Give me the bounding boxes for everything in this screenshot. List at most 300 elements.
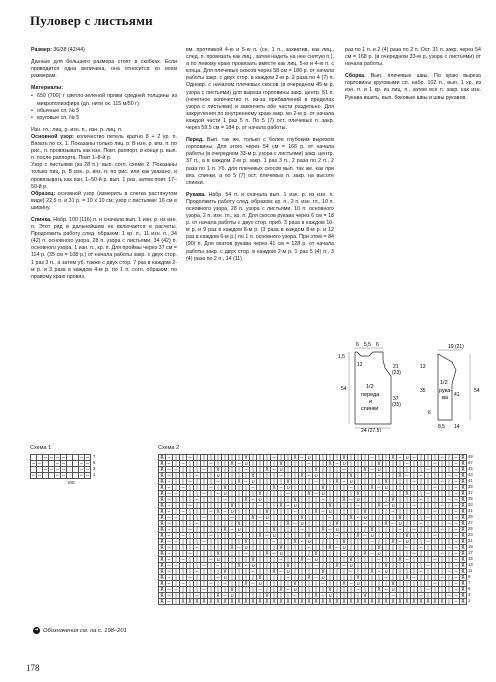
chart-cell: | bbox=[432, 539, 439, 545]
chart-cell: — bbox=[257, 515, 264, 521]
chart-cell: ∪ bbox=[229, 593, 236, 599]
chart-cell: R bbox=[159, 509, 166, 515]
chart-cell: | bbox=[397, 497, 404, 503]
chart-cell: V bbox=[243, 455, 250, 461]
row-number: 41 bbox=[468, 478, 473, 483]
chart-cell: | bbox=[341, 515, 348, 521]
chart-cell: — bbox=[166, 515, 173, 521]
chart-cell: — bbox=[55, 455, 59, 461]
chart-cell: | bbox=[446, 479, 453, 485]
chart-cell: | bbox=[432, 467, 439, 473]
chart-cell: X bbox=[404, 491, 411, 497]
chart-cell: | bbox=[257, 551, 264, 557]
chart-cell: R bbox=[159, 479, 166, 485]
chart-cell: | bbox=[173, 455, 180, 461]
chart-cell: — bbox=[432, 581, 439, 587]
chart-cell: — bbox=[271, 467, 278, 473]
chart-cell: X bbox=[236, 599, 243, 605]
chart-cell: — bbox=[348, 497, 355, 503]
chart-cell: V bbox=[376, 461, 383, 467]
chart-cell: | bbox=[229, 473, 236, 479]
row-number: 17 bbox=[468, 550, 473, 555]
chart-cell: — bbox=[453, 587, 460, 593]
row-number: 3 bbox=[93, 466, 96, 471]
chart-cell: | bbox=[439, 515, 446, 521]
chart-cell: | bbox=[257, 557, 264, 563]
chart-cell: — bbox=[85, 461, 89, 467]
dim-top-6b: 6 bbox=[376, 342, 379, 348]
chart-cell: | bbox=[439, 581, 446, 587]
chart-cell: | bbox=[376, 509, 383, 515]
chart-cell: | bbox=[432, 593, 439, 599]
chart-cell: | bbox=[208, 593, 215, 599]
chart-cell: | bbox=[390, 533, 397, 539]
chart-cell: X bbox=[390, 539, 397, 545]
chart-cell: — bbox=[180, 485, 187, 491]
scheme2-grid bbox=[158, 454, 467, 605]
chart-cell: | bbox=[369, 557, 376, 563]
chart-cell: V bbox=[264, 509, 271, 515]
chart-cell: — bbox=[292, 521, 299, 527]
chart-cell: | bbox=[187, 569, 194, 575]
chart-cell: — bbox=[397, 455, 404, 461]
chart-cell: | bbox=[327, 521, 334, 527]
chart-cell: | bbox=[404, 593, 411, 599]
chart-cell: | bbox=[320, 557, 327, 563]
row-number: 39 bbox=[468, 484, 473, 489]
chart-cell: | bbox=[313, 503, 320, 509]
sleeve-dim-14: 14 bbox=[454, 424, 460, 430]
chart-cell: — bbox=[166, 539, 173, 545]
chart-cell: ∪ bbox=[250, 563, 257, 569]
chart-cell: | bbox=[306, 503, 313, 509]
chart-cell: | bbox=[222, 587, 229, 593]
row-number: 5 bbox=[468, 586, 471, 591]
sleeve-dim-35: 35 bbox=[420, 388, 426, 394]
chart-cell: | bbox=[278, 563, 285, 569]
chart-cell: | bbox=[299, 551, 306, 557]
chart-cell: | bbox=[341, 491, 348, 497]
scheme1-row-numbers bbox=[93, 454, 95, 478]
chart-cell: — bbox=[208, 581, 215, 587]
chart-cell: R bbox=[460, 461, 467, 467]
chart-cell: — bbox=[173, 539, 180, 545]
chart-cell: — bbox=[250, 485, 257, 491]
chart-cell: | bbox=[369, 575, 376, 581]
chart-cell: | bbox=[383, 527, 390, 533]
chart-cell: | bbox=[264, 503, 271, 509]
chart-cell: ∪ bbox=[278, 467, 285, 473]
assembly-label: Сборка. bbox=[345, 73, 366, 80]
materials-label: Материалы: bbox=[31, 85, 64, 92]
chart-cell: ∪ bbox=[250, 479, 257, 485]
chart-cell: | bbox=[222, 455, 229, 461]
chart-cell: | bbox=[404, 479, 411, 485]
chart-cell: ∪ bbox=[222, 575, 229, 581]
chart-cell: | bbox=[397, 593, 404, 599]
row-number: 9 bbox=[468, 574, 471, 579]
chart-cell: | bbox=[411, 581, 418, 587]
chart-cell: | bbox=[187, 491, 194, 497]
chart-cell: | bbox=[369, 545, 376, 551]
chart-cell: | bbox=[446, 563, 453, 569]
chart-cell: | bbox=[229, 491, 236, 497]
chart-cell: — bbox=[257, 587, 264, 593]
chart-cell: R bbox=[159, 515, 166, 521]
sleeve-dim-41: 41 bbox=[454, 392, 460, 398]
sleeve-label: рука- bbox=[439, 388, 453, 394]
chart-cell: X bbox=[292, 455, 299, 461]
chart-cell: | bbox=[320, 467, 327, 473]
chart-cell: | bbox=[376, 491, 383, 497]
chart-cell: — bbox=[439, 575, 446, 581]
chart-cell: | bbox=[397, 491, 404, 497]
chart-cell: X bbox=[355, 599, 362, 605]
chart-cell: | bbox=[418, 515, 425, 521]
chart-cell: | bbox=[229, 575, 236, 581]
chart-cell: | bbox=[306, 569, 313, 575]
row-number: 11 bbox=[468, 568, 473, 573]
chart-cell: | bbox=[285, 557, 292, 563]
chart-cell: | bbox=[201, 497, 208, 503]
chart-cell: | bbox=[229, 455, 236, 461]
chart-cell: | bbox=[362, 557, 369, 563]
chart-cell: | bbox=[187, 461, 194, 467]
chart-cell: | bbox=[222, 503, 229, 509]
chart-cell: ∪ bbox=[222, 491, 229, 497]
chart-cell: — bbox=[215, 491, 222, 497]
chart-cell: — bbox=[299, 527, 306, 533]
chart-cell: | bbox=[362, 497, 369, 503]
chart-cell: | bbox=[432, 497, 439, 503]
chart-cell: — bbox=[432, 509, 439, 515]
chart-cell: — bbox=[439, 551, 446, 557]
chart-cell: | bbox=[355, 485, 362, 491]
chart-cell: | bbox=[404, 509, 411, 515]
chart-cell: | bbox=[285, 539, 292, 545]
chart-cell: — bbox=[257, 503, 264, 509]
chart-cell: X bbox=[299, 599, 306, 605]
chart-cell: | bbox=[446, 557, 453, 563]
chart-cell: | bbox=[404, 581, 411, 587]
chart-cell: | bbox=[173, 479, 180, 485]
chart-cell: | bbox=[313, 545, 320, 551]
scheme2-label: Схема 2 bbox=[158, 445, 180, 451]
chart-cell: | bbox=[383, 515, 390, 521]
chart-cell: | bbox=[208, 491, 215, 497]
chart-cell: V bbox=[278, 461, 285, 467]
chart-cell: V bbox=[229, 503, 236, 509]
chart-cell: X bbox=[327, 599, 334, 605]
chart-cell: | bbox=[187, 521, 194, 527]
size-paragraph bbox=[31, 47, 177, 54]
back-continued-paragraph: вм. протяжкой 4-ю и 5-ю п. (сн. 1 п., захватив, как лиц., след. п. провязать как лиц., затем надеть на нее снятую п.), а по левому краю провязать вместе как лиц. 5-ю и 4-ю п. с конца. Для плечевых скосов через 58 см = 180 р. от начала работы закр. с двух стор. в каждом 2-м р. 2 раза по 4 (7) п. Одновр. с началом плечевых скосов (в очередном 45-м р. узора с листьями) для выреза горловины закр. центр. 51 п. (нечетное количество п. из-за прибавлений в пределах узора с листьями) и закончить обе части раздельно. Для закругления по внутреннему краю закр. во 2-м р. от начала каждой части 1 раз 5 п. По 5 (7) ост. плечевых п. закр. через 59,5 см = 184 р. от начала работы. bbox=[186, 47, 334, 132]
chart-cell: — bbox=[369, 467, 376, 473]
chart-cell: | bbox=[201, 461, 208, 467]
chart-cell: | bbox=[187, 557, 194, 563]
chart-cell: | bbox=[355, 479, 362, 485]
chart-cell: | bbox=[215, 521, 222, 527]
chart-cell: | bbox=[432, 455, 439, 461]
chart-cell: | bbox=[439, 557, 446, 563]
row-number: 13 bbox=[468, 562, 473, 567]
legend-text: Обозначения см. на с. 198–201 bbox=[43, 628, 127, 635]
chart-cell: | bbox=[432, 569, 439, 575]
chart-cell: V bbox=[327, 503, 334, 509]
chart-cell: V bbox=[383, 563, 390, 569]
chart-cell: | bbox=[173, 575, 180, 581]
chart-cell: V bbox=[362, 509, 369, 515]
chart-cell: | bbox=[425, 569, 432, 575]
chart-cell: | bbox=[397, 461, 404, 467]
chart-cell: | bbox=[257, 593, 264, 599]
chart-cell: | bbox=[390, 569, 397, 575]
chart-cell: | bbox=[306, 485, 313, 491]
chart-cell: | bbox=[306, 467, 313, 473]
chart-cell: | bbox=[432, 551, 439, 557]
chart-cell: | bbox=[397, 545, 404, 551]
chart-cell: — bbox=[299, 455, 306, 461]
chart-cell: — bbox=[166, 485, 173, 491]
chart-cell: | bbox=[264, 479, 271, 485]
chart-cell: R bbox=[460, 587, 467, 593]
chart-cell: X bbox=[334, 599, 341, 605]
chart-cell: | bbox=[264, 563, 271, 569]
chart-cell: R bbox=[159, 521, 166, 527]
chart-cell: V bbox=[222, 569, 229, 575]
assembly-text: Вып. плечевые швы. По краю выреза горловины круговыми сп. набр. 102 п., вып. 1 кр. из изн. п. и 1 кр. из лиц. п., затем все п. закр. как изн. Рукава вшить, вып. боковые швы и швы рукавов. bbox=[345, 73, 481, 101]
chart-cell: — bbox=[404, 557, 411, 563]
chart-cell: | bbox=[180, 569, 187, 575]
chart-cell: | bbox=[432, 527, 439, 533]
chart-cell: — bbox=[439, 455, 446, 461]
chart-cell: | bbox=[215, 455, 222, 461]
chart-cell: | bbox=[271, 563, 278, 569]
chart-cell: | bbox=[376, 497, 383, 503]
chart-cell: | bbox=[264, 455, 271, 461]
label-half: 1/2 bbox=[366, 384, 374, 390]
chart-cell: X bbox=[404, 599, 411, 605]
chart-cell: | bbox=[341, 485, 348, 491]
chart-cell: | bbox=[264, 545, 271, 551]
chart-cell: | bbox=[243, 509, 250, 515]
chart-cell: | bbox=[264, 581, 271, 587]
chart-cell: | bbox=[376, 533, 383, 539]
chart-cell: X bbox=[278, 503, 285, 509]
chart-cell: | bbox=[425, 545, 432, 551]
chart-cell: — bbox=[85, 467, 89, 473]
chart-cell: X bbox=[229, 461, 236, 467]
chart-cell: — bbox=[173, 515, 180, 521]
chart-cell: | bbox=[257, 563, 264, 569]
chart-cell: ∪ bbox=[320, 575, 327, 581]
chart-cell: V bbox=[229, 587, 236, 593]
chart-cell: | bbox=[222, 467, 229, 473]
chart-cell: R bbox=[460, 569, 467, 575]
row-number: 29 bbox=[468, 514, 473, 519]
chart-cell: X bbox=[257, 533, 264, 539]
chart-cell: | bbox=[341, 557, 348, 563]
chart-cell: R bbox=[460, 599, 467, 605]
chart-cell: | bbox=[390, 491, 397, 497]
chart-cell: | bbox=[236, 587, 243, 593]
chart-cell: | bbox=[187, 485, 194, 491]
chart-cell: | bbox=[229, 581, 236, 587]
chart-cell: | bbox=[418, 503, 425, 509]
chart-cell: — bbox=[215, 563, 222, 569]
chart-cell: X bbox=[278, 587, 285, 593]
sleeve-outline bbox=[438, 354, 456, 420]
sleeve-dim-8-5: 8,5 bbox=[438, 424, 445, 430]
row-number: 49 bbox=[468, 454, 473, 459]
chart-cell: — bbox=[61, 455, 65, 461]
chart-cell: | bbox=[173, 599, 180, 605]
chart-cell: X bbox=[320, 599, 327, 605]
chart-cell: | bbox=[264, 569, 271, 575]
chart-cell: | bbox=[299, 575, 306, 581]
chart-cell: | bbox=[187, 467, 194, 473]
chart-cell: | bbox=[229, 569, 236, 575]
chart-cell: | bbox=[390, 575, 397, 581]
chart-cell: ∪ bbox=[369, 533, 376, 539]
chart-cell: | bbox=[355, 461, 362, 467]
assembly-paragraph bbox=[345, 73, 481, 101]
chart-cell: — bbox=[418, 497, 425, 503]
chart-cell: | bbox=[334, 473, 341, 479]
front-text: Вып. так же, только с более глубоким вырезом горловины. Для этого через 54 см = 168 р. от начала работы (в очередном 33-м р. узора с листьями) закр. центр. 37 п., а в каждом 2-м р. закр. 1 раз 3 п., 2 раза по 2 п., 2 раза по 1 п. Уб. для плечевых скосов вып. так же, как при вяз. спинки, а по 5 (7) ост. плечевых п. закр. на высоте спинки. bbox=[186, 137, 334, 186]
intro-paragraph: Данные для большего размера стоят в скобках. Если приводится одна величина, она относится ко всем размерам. bbox=[31, 59, 177, 80]
chart-cell: — bbox=[79, 461, 83, 467]
chart-cell: — bbox=[376, 557, 383, 563]
chart-cell: | bbox=[180, 551, 187, 557]
chart-cell: | bbox=[355, 509, 362, 515]
chart-cell: V bbox=[250, 473, 257, 479]
chart-cell: | bbox=[355, 521, 362, 527]
chart-cell: V bbox=[355, 575, 362, 581]
chart-cell: — bbox=[439, 503, 446, 509]
chart-cell: | bbox=[173, 593, 180, 599]
chart-cell: | bbox=[376, 527, 383, 533]
chart-cell: | bbox=[348, 587, 355, 593]
chart-cell: | bbox=[257, 545, 264, 551]
chart-cell: | bbox=[236, 551, 243, 557]
chart-cell: — bbox=[85, 455, 89, 461]
chart-cell: — bbox=[166, 473, 173, 479]
chart-cell: | bbox=[390, 515, 397, 521]
chart-cell: | bbox=[369, 509, 376, 515]
chart-cell: | bbox=[201, 527, 208, 533]
chart-cell: X bbox=[264, 599, 271, 605]
chart-cell: — bbox=[390, 509, 397, 515]
chart-cell: | bbox=[292, 479, 299, 485]
chart-cell: | bbox=[180, 521, 187, 527]
chart-cell: X bbox=[341, 581, 348, 587]
chart-cell: X bbox=[306, 491, 313, 497]
chart-cell: — bbox=[397, 527, 404, 533]
chart-cell: X bbox=[250, 515, 257, 521]
chart-cell: V bbox=[390, 497, 397, 503]
chart-cell: | bbox=[264, 485, 271, 491]
chart-cell: ∪ bbox=[292, 503, 299, 509]
chart-cell: R bbox=[159, 497, 166, 503]
chart-cell: | bbox=[236, 473, 243, 479]
chart-cell: | bbox=[215, 533, 222, 539]
chart-cell: — bbox=[31, 461, 35, 467]
chart-cell: | bbox=[285, 467, 292, 473]
chart-cell: X bbox=[425, 599, 432, 605]
chart-cell: | bbox=[334, 557, 341, 563]
chart-cell: | bbox=[215, 503, 222, 509]
chart-cell: | bbox=[341, 473, 348, 479]
chart-cell: X bbox=[271, 485, 278, 491]
chart-cell: | bbox=[432, 473, 439, 479]
chart-cell: | bbox=[320, 521, 327, 527]
chart-cell: | bbox=[222, 545, 229, 551]
chart-cell: | bbox=[236, 491, 243, 497]
chart-cell: X bbox=[208, 599, 215, 605]
chart-cell: — bbox=[320, 581, 327, 587]
chart-cell: — bbox=[453, 575, 460, 581]
chart-cell: | bbox=[425, 551, 432, 557]
chart-cell: — bbox=[166, 455, 173, 461]
chart-cell: | bbox=[313, 515, 320, 521]
chart-cell: | bbox=[208, 563, 215, 569]
chart-cell: | bbox=[271, 545, 278, 551]
chart-cell: — bbox=[208, 533, 215, 539]
chart-cell: X bbox=[236, 563, 243, 569]
chart-cell: — bbox=[397, 539, 404, 545]
chart-cell: X bbox=[327, 545, 334, 551]
chart-cell: | bbox=[201, 485, 208, 491]
chart-cell: | bbox=[404, 485, 411, 491]
chart-cell: | bbox=[201, 557, 208, 563]
chart-cell: — bbox=[166, 563, 173, 569]
chart-cell: — bbox=[453, 527, 460, 533]
row-number: 31 bbox=[468, 508, 473, 513]
chart-cell: | bbox=[446, 461, 453, 467]
chart-cell: | bbox=[418, 509, 425, 515]
chart-cell: | bbox=[348, 527, 355, 533]
chart-cell: | bbox=[390, 563, 397, 569]
chart-cell: | bbox=[201, 521, 208, 527]
chart-cell: | bbox=[264, 587, 271, 593]
chart-cell: | bbox=[320, 539, 327, 545]
chart-cell: | bbox=[439, 509, 446, 515]
chart-cell: | bbox=[201, 455, 208, 461]
sleeve-label: Рукава. bbox=[186, 191, 206, 198]
chart-cell: V bbox=[362, 593, 369, 599]
chart-cell: X bbox=[362, 551, 369, 557]
chart-cell: | bbox=[215, 461, 222, 467]
chart-cell: | bbox=[306, 593, 313, 599]
chart-cell: | bbox=[229, 497, 236, 503]
chart-cell: | bbox=[250, 509, 257, 515]
chart-cell: X bbox=[313, 599, 320, 605]
chart-cell: X bbox=[271, 569, 278, 575]
chart-cell: | bbox=[362, 587, 369, 593]
sleeve-label-half: 1/2 bbox=[440, 380, 448, 386]
chart-cell: | bbox=[180, 563, 187, 569]
chart-cell: | bbox=[208, 527, 215, 533]
chart-cell: | bbox=[341, 575, 348, 581]
arrow-icon: ➜ bbox=[34, 627, 39, 633]
chart-cell: — bbox=[194, 473, 201, 479]
chart-cell: | bbox=[187, 473, 194, 479]
chart-cell: | bbox=[285, 497, 292, 503]
chart-cell: — bbox=[166, 497, 173, 503]
chart-cell: X bbox=[369, 485, 376, 491]
chart-cell: | bbox=[208, 503, 215, 509]
